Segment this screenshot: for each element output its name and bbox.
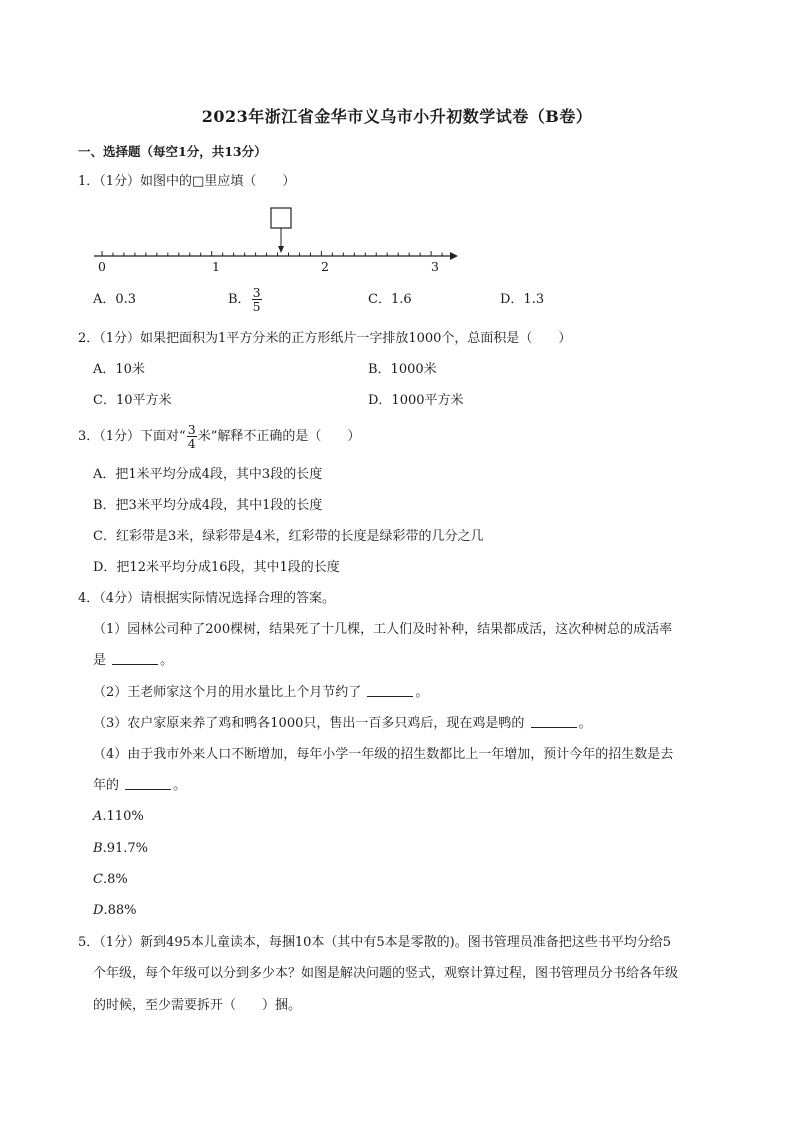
pointer-arrowhead bbox=[278, 246, 284, 253]
choice-letter: C bbox=[93, 872, 103, 887]
q4-choice-d[interactable] bbox=[93, 902, 136, 920]
choice-value: .91.7% bbox=[102, 841, 148, 856]
q4-period: 。 bbox=[578, 716, 592, 731]
choice-value: .88% bbox=[103, 903, 137, 918]
q3-option-c[interactable]: C．红彩带是3米，绿彩带是4米，红彩带的长度是绿彩带的几分之几 bbox=[93, 529, 484, 544]
q4-sub2-text: （2）王老师家这个月的用水量比上个月节约了 bbox=[93, 685, 362, 700]
choice-value: .110% bbox=[102, 809, 144, 824]
question-5-line2: 个年级，每个年级可以分到多少本？如图是解决问题的竖式，观察计算过程，图书管理员分书给各年级 bbox=[93, 966, 679, 981]
q2-option-a[interactable]: A．10米 bbox=[93, 362, 145, 377]
choice-value: .8% bbox=[102, 872, 128, 887]
q1-option-d[interactable]: D．1.3 bbox=[500, 292, 545, 307]
question-5-line1: 5．（1分）新到495本儿童读本，每捆10本（其中有5本是零散的)。图书管理员准备把这些书平均分给5 bbox=[78, 935, 672, 950]
q4-blank-1[interactable] bbox=[112, 652, 158, 665]
page-title: 2023年浙江省金华市义乌市小升初数学试卷（B卷） bbox=[201, 107, 593, 126]
tick-labels bbox=[98, 259, 439, 274]
question-1-stem: 1．（1分）如图中的□里应填（ ） bbox=[78, 174, 296, 189]
tick-label-1: 1 bbox=[212, 259, 220, 274]
q1-option-b[interactable] bbox=[228, 285, 263, 315]
q4-sub4-line1: （4）由于我市外来人口不断增加，每年小学一年级的招生数都比上一年增加，预计今年的招生数是去 bbox=[93, 747, 674, 762]
q4-sub2 bbox=[93, 684, 428, 702]
question-3-stem bbox=[78, 422, 360, 452]
q4-sub4-line2 bbox=[93, 777, 186, 795]
q4-choice-c[interactable] bbox=[93, 871, 128, 889]
q4-sub3 bbox=[93, 715, 592, 733]
q3-option-b[interactable]: B．把3米平均分成4段，其中1段的长度 bbox=[93, 498, 323, 513]
q2-option-b[interactable]: B．1000米 bbox=[368, 362, 437, 377]
q1-option-b-label: B． bbox=[228, 292, 251, 307]
q4-choice-a[interactable] bbox=[93, 808, 144, 826]
q4-period: 。 bbox=[415, 685, 429, 700]
q4-sub3-text: （3）农户家原来养了鸡和鸭各1000只，售出一百多只鸡后，现在鸡是鸭的 bbox=[93, 716, 525, 731]
tick-marks bbox=[102, 251, 442, 256]
q4-blank-2[interactable] bbox=[367, 684, 413, 697]
tick-label-3: 3 bbox=[431, 259, 439, 274]
question-5-line3: 的时候，至少需要拆开（ ）捆。 bbox=[93, 998, 302, 1013]
q1-option-b-fraction bbox=[252, 286, 262, 313]
q1-option-c[interactable]: C．1.6 bbox=[368, 292, 412, 307]
axis-arrowhead bbox=[450, 252, 458, 260]
number-line-figure bbox=[88, 203, 468, 275]
choice-letter: B bbox=[93, 841, 103, 856]
q2-option-c[interactable]: C．10平方米 bbox=[93, 393, 172, 408]
question-4-stem: 4．（4分）请根据实际情况选择合理的答案。 bbox=[78, 591, 336, 606]
tick-label-2: 2 bbox=[321, 259, 329, 274]
q4-choice-b[interactable] bbox=[93, 840, 148, 858]
q3-option-d[interactable]: D．把12米平均分成16段，其中1段的长度 bbox=[93, 560, 340, 575]
q3-fraction bbox=[187, 423, 197, 450]
fraction-denominator: 4 bbox=[187, 436, 196, 451]
q4-sub4-text: 年的 bbox=[93, 778, 120, 793]
fraction-numerator: 3 bbox=[187, 422, 196, 437]
choice-letter: A bbox=[93, 809, 103, 824]
fraction-denominator: 5 bbox=[252, 299, 261, 314]
q3-option-a[interactable]: A．把1米平均分成4段，其中3段的长度 bbox=[93, 467, 323, 482]
q2-option-d[interactable]: D．1000平方米 bbox=[368, 393, 464, 408]
answer-box bbox=[271, 208, 291, 228]
q4-sub1-line2 bbox=[93, 652, 173, 670]
fraction-numerator: 3 bbox=[252, 285, 261, 300]
section-heading-choice: 一、选择题（每空1分，共13分） bbox=[78, 144, 267, 159]
q4-period: 。 bbox=[173, 778, 187, 793]
choice-letter: D bbox=[93, 903, 104, 918]
q4-sub1-line1: （1）园林公司种了200棵树，结果死了十几棵，工人们及时补种，结果都成活，这次种树总的成活率 bbox=[93, 622, 673, 637]
q4-period: 。 bbox=[160, 653, 174, 668]
tick-label-0: 0 bbox=[98, 259, 106, 274]
question-2-stem: 2．（1分）如果把面积为1平方分米的正方形纸片一字排放1000个，总面积是（ ） bbox=[78, 331, 572, 346]
q4-blank-3[interactable] bbox=[531, 715, 577, 728]
q4-blank-4[interactable] bbox=[125, 777, 171, 790]
q3-stem-post: 米”解释不正确的是（ ） bbox=[197, 429, 361, 444]
q4-sub1-text: 是 bbox=[93, 653, 107, 668]
q1-option-a[interactable]: A．0.3 bbox=[93, 292, 137, 307]
q3-stem-pre: 3．（1分）下面对“ bbox=[78, 429, 186, 444]
